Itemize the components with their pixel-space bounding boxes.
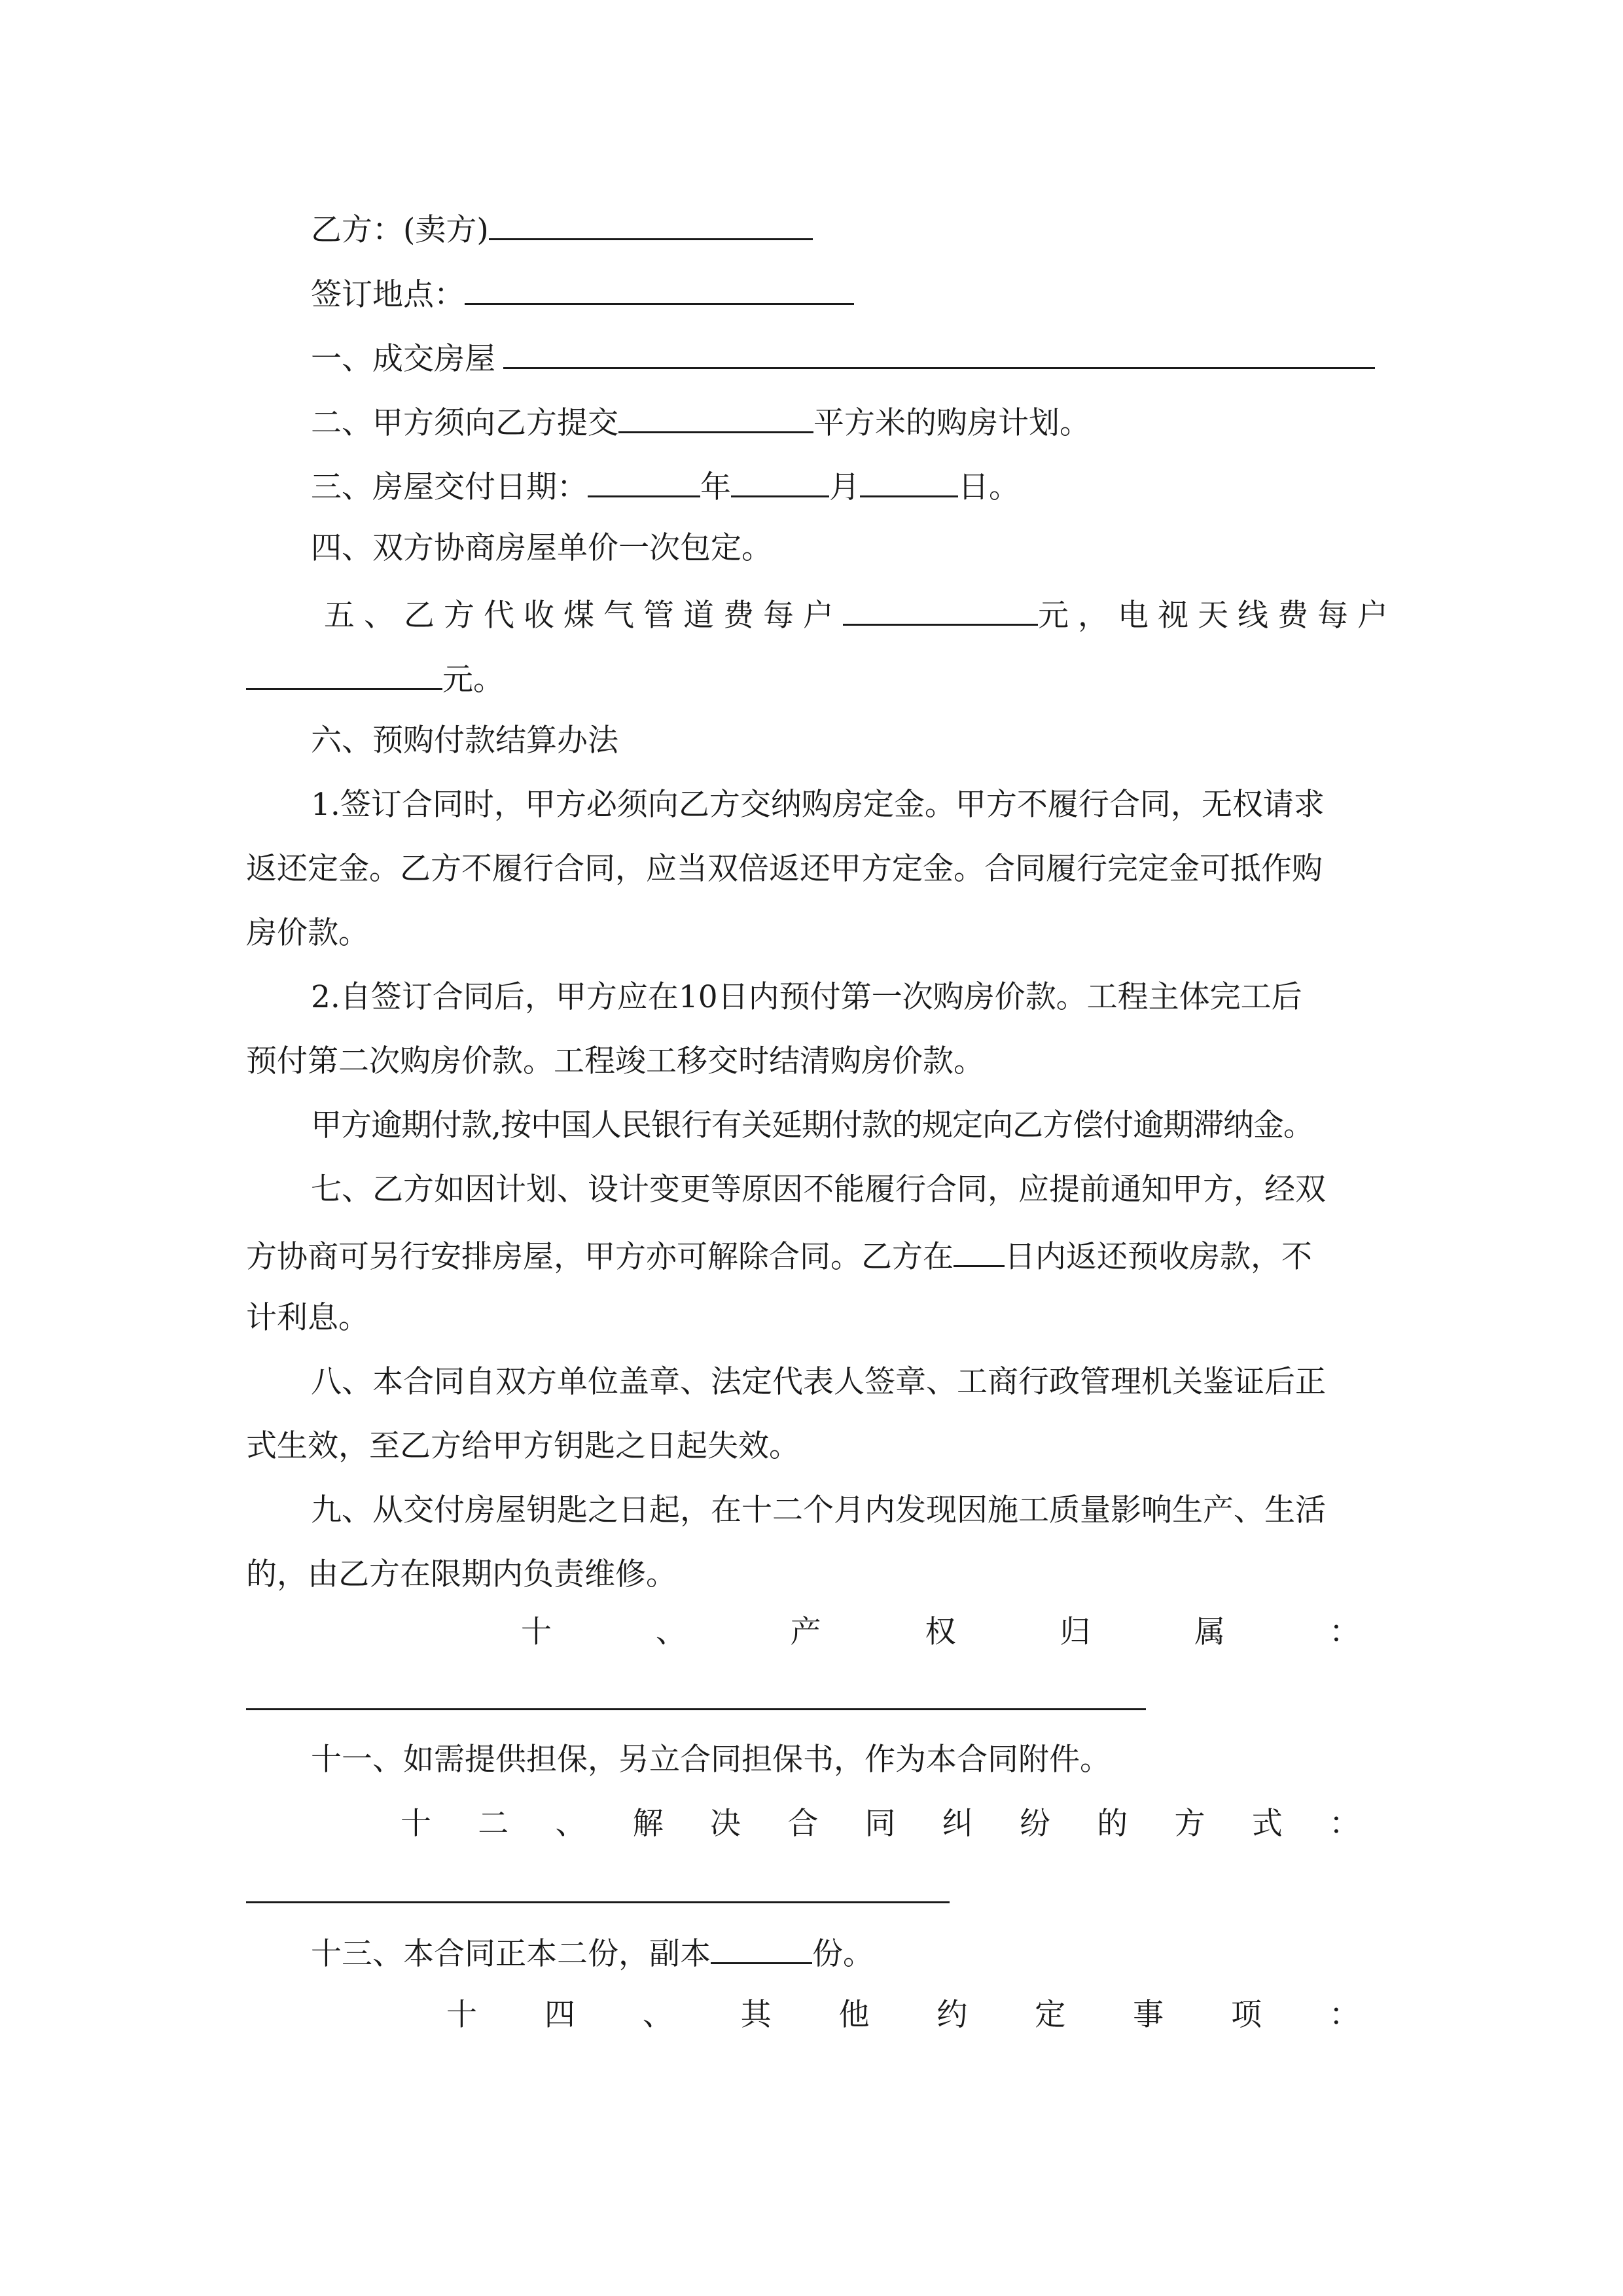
- clause-7-text-3: 计利息。: [246, 1300, 369, 1336]
- clause-12-char: 、: [555, 1806, 586, 1842]
- refund-days-blank: [954, 1231, 1005, 1267]
- clause-9-text-2: 的，由乙方在限期内负责维修。: [246, 1556, 677, 1592]
- sign-place-label: 签订地点：: [311, 277, 465, 313]
- month-label: 月: [829, 469, 860, 505]
- clause-10-blank: [246, 1708, 1146, 1710]
- year-blank: [588, 461, 700, 497]
- clause-12-char: 式: [1251, 1806, 1283, 1842]
- clause-3: [311, 461, 1377, 507]
- day-blank: [860, 461, 958, 497]
- year-label: 年: [700, 469, 731, 505]
- clause-12-char: 纠: [942, 1806, 973, 1842]
- sign-place-blank: [465, 269, 854, 305]
- clause-10-char: 属: [1194, 1614, 1226, 1650]
- clause-10-char: ：: [1329, 1614, 1360, 1650]
- clause-9-text-1: 九、从交付房屋钥匙之日起，在十二个月内发现因施工质量影响生产、生活: [311, 1492, 1326, 1528]
- clause-10-char: 权: [925, 1614, 956, 1650]
- para-1-line-1: [311, 782, 1377, 828]
- clause-12-char: 十: [401, 1806, 431, 1842]
- para-2-line-2: [246, 1039, 1377, 1085]
- clause-10-char: 十: [521, 1614, 552, 1650]
- clause-14-char: ：: [1329, 1997, 1360, 2033]
- clause-11-text: 十一、如需提供担保，另立合同担保书，作为本合同附件。: [311, 1742, 1111, 1778]
- clause-14-char: 事: [1133, 1997, 1164, 2033]
- clause-8-text-2: 式生效，至乙方给甲方钥匙之日起失效。: [246, 1428, 800, 1464]
- clause-12-char: 解: [632, 1806, 664, 1842]
- clause-14: [446, 1992, 1360, 2038]
- clause-12-char: 的: [1097, 1806, 1128, 1842]
- clause-10: [521, 1609, 1360, 1655]
- clause-14-char: 项: [1231, 1997, 1262, 2033]
- para-3: [311, 1103, 1377, 1149]
- seller-label: 乙方：(卖方): [311, 212, 489, 248]
- tv-fee-blank: [246, 654, 442, 690]
- clause-14-char: 其: [740, 1997, 772, 2033]
- clause-13-text-a: 十三、本合同正本二份，副本: [311, 1936, 711, 1972]
- clause-5-line-1: [324, 590, 1397, 636]
- clause-12-char: 方: [1174, 1806, 1205, 1842]
- para-1-text-3: 房价款。: [246, 915, 369, 951]
- clause-8-text-1: 八、本合同自双方单位盖章、法定代表人签章、工商行政管理机关鉴证后正: [311, 1364, 1326, 1400]
- clause-4: [311, 526, 1377, 571]
- clause-1: [311, 333, 1377, 379]
- clause-14-char: 他: [838, 1997, 870, 2033]
- day-label: 日。: [958, 469, 1020, 505]
- para-1-line-2: [246, 846, 1377, 892]
- clause-10-char: 产: [790, 1614, 821, 1650]
- clause-1-blank: [503, 333, 1375, 369]
- clause-2-text-a: 二、甲方须向乙方提交: [311, 405, 618, 441]
- clause-9-line-2: [246, 1552, 1377, 1598]
- para-2-text-2: 预付第二次购房价款。工程竣工移交时结清购房价款。: [246, 1043, 984, 1079]
- clause-4-text: 四、双方协商房屋单价一次包定。: [311, 530, 772, 566]
- para-1-line-3: [246, 910, 1377, 956]
- clause-6-text: 六、预购付款结算办法: [311, 723, 618, 759]
- clause-14-char: 四: [544, 1997, 575, 2033]
- clause-12-char: 同: [865, 1806, 896, 1842]
- seller-line: [311, 204, 1377, 250]
- seller-blank: [489, 204, 813, 240]
- clause-8-line-1: [311, 1359, 1377, 1405]
- month-blank: [731, 461, 829, 497]
- clause-5-text-b: 元，电视天线费每户: [1038, 598, 1397, 634]
- clause-2-blank: [618, 397, 813, 433]
- para-1-text-2: 返还定金。乙方不履行合同，应当双倍返还甲方定金。合同履行完定金可抵作购: [246, 851, 1323, 887]
- clause-2: [311, 397, 1377, 443]
- clause-7-text-2a: 方协商可另行安排房屋，甲方亦可解除合同。乙方在: [246, 1239, 954, 1275]
- clause-12-char: ：: [1329, 1806, 1360, 1842]
- clause-5-text-a: 五、乙方代收煤气管道费每户: [324, 598, 843, 634]
- clause-6: [311, 718, 1377, 764]
- gas-fee-blank: [843, 590, 1038, 626]
- clause-7-line-2: [246, 1231, 1377, 1277]
- para-1-text-1: 1.签订合同时，甲方必须向乙方交纳购房定金。甲方不履行合同，无权请求: [311, 787, 1325, 823]
- clause-10-char: 归: [1060, 1614, 1091, 1650]
- clause-7-text-1: 七、乙方如因计划、设计变更等原因不能履行合同，应提前通知甲方，经双: [311, 1172, 1326, 1208]
- clause-13: [311, 1928, 1377, 1974]
- clause-1-text: 一、成交房屋: [311, 341, 495, 377]
- clause-7-text-2b: 日内返还预收房款，不: [1005, 1239, 1312, 1275]
- clause-12-char: 纷: [1020, 1806, 1050, 1842]
- copies-blank: [711, 1928, 812, 1964]
- clause-5-line-2: [246, 654, 1377, 700]
- clause-8-line-2: [246, 1424, 1377, 1469]
- clause-12-char: 决: [710, 1806, 741, 1842]
- clause-9-line-1: [311, 1488, 1377, 1534]
- clause-12: [401, 1801, 1360, 1847]
- para-3-text: 甲方逾期付款,按中国人民银行有关延期付款的规定向乙方偿付逾期滞纳金。: [311, 1107, 1313, 1143]
- para-2-line-1: [311, 975, 1377, 1020]
- clause-5-text-c: 元。: [442, 662, 504, 698]
- clause-2-text-b: 平方米的购房计划。: [813, 405, 1090, 441]
- clause-7-line-1: [311, 1167, 1377, 1213]
- clause-14-char: 、: [642, 1997, 673, 2033]
- clause-11: [311, 1737, 1377, 1783]
- clause-3-text: 三、房屋交付日期：: [311, 469, 588, 505]
- clause-10-char: 、: [655, 1614, 687, 1650]
- clause-12-char: 二: [478, 1806, 509, 1842]
- para-2-text-1: 2.自签订合同后，甲方应在10日内预付第一次购房价款。工程主体完工后: [311, 979, 1302, 1015]
- clause-14-char: 定: [1035, 1997, 1066, 2033]
- clause-14-char: 约: [936, 1997, 968, 2033]
- clause-13-text-b: 份。: [812, 1936, 874, 1972]
- clause-12-blank: [246, 1901, 950, 1903]
- clause-12-char: 合: [787, 1806, 819, 1842]
- sign-place-line: [311, 269, 1377, 315]
- clause-7-line-3: [246, 1295, 1377, 1341]
- clause-14-char: 十: [446, 1997, 477, 2033]
